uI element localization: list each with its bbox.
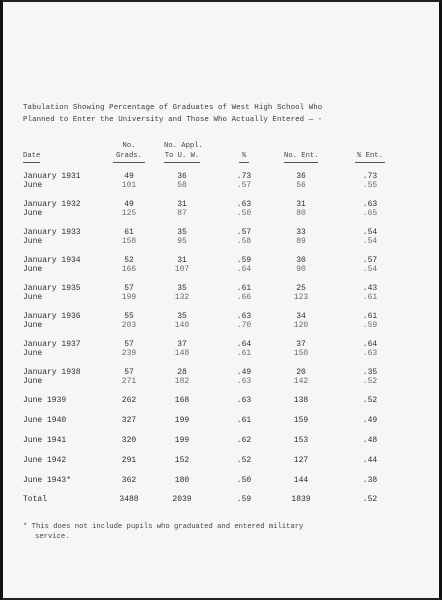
row-date: January 1934 — [23, 256, 81, 265]
row-ent: 20 — [296, 368, 306, 377]
header-pct: % — [239, 152, 249, 163]
row-date: June 1940 — [23, 416, 67, 425]
row-ent: 33 — [296, 228, 306, 237]
row-grads: 61 — [124, 228, 134, 237]
row-ent: 159 — [293, 416, 309, 425]
row-pct: .63 — [236, 312, 252, 321]
row-ent: 127 — [293, 456, 309, 465]
row-pct: .64 — [236, 265, 252, 274]
row-grads: 57 — [124, 284, 134, 293]
row-pct: .57 — [236, 228, 252, 237]
row-appl: 148 — [174, 349, 190, 358]
row-grads: 57 — [124, 368, 134, 377]
row-date: January 1936 — [23, 312, 81, 321]
row-grads: 362 — [121, 476, 137, 485]
row-pct-ent: .57 — [362, 256, 378, 265]
row-grads: 52 — [124, 256, 134, 265]
row-appl: 199 — [174, 436, 190, 445]
header-date: Date — [23, 152, 40, 163]
row-grads: 239 — [121, 349, 137, 358]
row-appl: 58 — [177, 181, 187, 190]
row-ent: 153 — [293, 436, 309, 445]
row-ent: 120 — [293, 321, 309, 330]
header-grads-line2: Grads. — [113, 152, 145, 163]
row-appl: 35 — [177, 228, 187, 237]
row-date: June — [23, 293, 43, 302]
row-date: June — [23, 321, 43, 330]
row-appl: 31 — [177, 256, 187, 265]
row-grads: 57 — [124, 340, 134, 349]
row-grads: 320 — [121, 436, 137, 445]
row-ent: 30 — [296, 256, 306, 265]
total-pct: .59 — [236, 495, 252, 504]
row-pct-ent: .61 — [362, 312, 378, 321]
row-grads: 49 — [124, 172, 134, 181]
row-ent: 37 — [296, 340, 306, 349]
row-ent: 142 — [293, 377, 309, 386]
row-pct-ent: .52 — [362, 377, 378, 386]
row-appl: 199 — [174, 416, 190, 425]
row-date: January 1937 — [23, 340, 81, 349]
row-appl: 37 — [177, 340, 187, 349]
row-appl: 35 — [177, 284, 187, 293]
row-appl: 28 — [177, 368, 187, 377]
row-ent: 80 — [296, 209, 306, 218]
row-pct-ent: .54 — [362, 265, 378, 274]
row-pct: .64 — [236, 340, 252, 349]
row-pct: .49 — [236, 368, 252, 377]
row-appl: 95 — [177, 237, 187, 246]
row-pct-ent: .49 — [362, 416, 378, 425]
footnote-line-2: service. — [35, 533, 70, 541]
total-ent: 1839 — [291, 495, 311, 504]
row-date: June — [23, 377, 43, 386]
row-pct-ent: .59 — [362, 321, 378, 330]
row-grads: 271 — [121, 377, 137, 386]
row-grads: 262 — [121, 396, 137, 405]
row-ent: 138 — [293, 396, 309, 405]
row-date: January 1938 — [23, 368, 81, 377]
row-appl: 107 — [174, 265, 190, 274]
row-appl: 168 — [174, 396, 190, 405]
row-pct: .70 — [236, 321, 252, 330]
row-appl: 182 — [174, 377, 190, 386]
row-ent: 144 — [293, 476, 309, 485]
row-pct-ent: .55 — [362, 181, 378, 190]
row-pct: .61 — [236, 284, 252, 293]
row-date: June — [23, 181, 43, 190]
row-ent: 89 — [296, 237, 306, 246]
row-pct: .59 — [236, 256, 252, 265]
document-title — [23, 102, 433, 126]
header-appl-line2: To U. W. — [164, 152, 200, 163]
row-pct-ent: .52 — [362, 396, 378, 405]
row-pct: .63 — [236, 396, 252, 405]
row-ent: 34 — [296, 312, 306, 321]
row-ent: 56 — [296, 181, 306, 190]
header-pct-ent: % Ent. — [355, 152, 385, 163]
row-date: June — [23, 209, 43, 218]
row-ent: 123 — [293, 293, 309, 302]
row-pct: .63 — [236, 200, 252, 209]
row-pct-ent: .48 — [362, 436, 378, 445]
row-grads: 158 — [121, 237, 137, 246]
row-pct: .61 — [236, 349, 252, 358]
row-grads: 327 — [121, 416, 137, 425]
row-pct: .50 — [236, 209, 252, 218]
row-pct-ent: .35 — [362, 368, 378, 377]
total-label: Total — [23, 495, 48, 504]
total-pct-ent: .52 — [362, 495, 378, 504]
row-appl: 31 — [177, 200, 187, 209]
header-grads-line1: No. — [122, 142, 136, 150]
row-pct: .73 — [236, 172, 252, 181]
row-date: June — [23, 349, 43, 358]
row-pct: .58 — [236, 237, 252, 246]
header-appl-line1: No. Appl. — [164, 142, 203, 150]
row-pct-ent: .63 — [362, 200, 378, 209]
row-date: January 1931 — [23, 172, 81, 181]
row-appl: 132 — [174, 293, 190, 302]
row-date: June 1941 — [23, 436, 67, 445]
header-ent: No. Ent. — [284, 152, 318, 163]
row-pct-ent: .38 — [362, 476, 378, 485]
row-ent: 36 — [296, 172, 306, 181]
row-ent: 31 — [296, 200, 306, 209]
row-date: January 1932 — [23, 200, 81, 209]
total-appl: 2039 — [172, 495, 192, 504]
row-grads: 203 — [121, 321, 137, 330]
row-date: June 1942 — [23, 456, 67, 465]
row-grads: 166 — [121, 265, 137, 274]
row-pct: .62 — [236, 436, 252, 445]
row-pct: .66 — [236, 293, 252, 302]
row-appl: 180 — [174, 476, 190, 485]
title-line-1: Tabulation Showing Percentage of Graduates of West High School Who — [23, 104, 323, 112]
footnote-line-1: * This does not include pupils who graduated and entered military — [23, 523, 304, 531]
row-pct-ent: .54 — [362, 237, 378, 246]
row-ent: 25 — [296, 284, 306, 293]
row-pct: .50 — [236, 476, 252, 485]
row-ent: 150 — [293, 349, 309, 358]
row-grads: 55 — [124, 312, 134, 321]
row-appl: 36 — [177, 172, 187, 181]
row-pct: .61 — [236, 416, 252, 425]
row-pct-ent: .61 — [362, 293, 378, 302]
row-pct-ent: .73 — [362, 172, 378, 181]
row-grads: 199 — [121, 293, 137, 302]
row-date: June 1939 — [23, 396, 67, 405]
row-date: June — [23, 265, 43, 274]
row-grads: 291 — [121, 456, 137, 465]
row-grads: 125 — [121, 209, 137, 218]
row-date: January 1935 — [23, 284, 81, 293]
footnote — [23, 522, 423, 542]
row-appl: 87 — [177, 209, 187, 218]
row-appl: 140 — [174, 321, 190, 330]
row-pct: .57 — [236, 181, 252, 190]
row-pct: .63 — [236, 377, 252, 386]
row-pct-ent: .65 — [362, 209, 378, 218]
total-grads: 3488 — [119, 495, 139, 504]
row-appl: 35 — [177, 312, 187, 321]
row-pct-ent: .64 — [362, 340, 378, 349]
row-appl: 152 — [174, 456, 190, 465]
row-pct-ent: .54 — [362, 228, 378, 237]
row-date: January 1933 — [23, 228, 81, 237]
row-pct-ent: .44 — [362, 456, 378, 465]
row-pct-ent: .43 — [362, 284, 378, 293]
row-pct-ent: .63 — [362, 349, 378, 358]
row-grads: 49 — [124, 200, 134, 209]
row-date: June 1943* — [23, 476, 72, 485]
title-line-2: Planned to Enter the University and Those Who Actually Entered — - — [23, 116, 323, 124]
row-grads: 101 — [121, 181, 137, 190]
row-date: June — [23, 237, 43, 246]
row-ent: 90 — [296, 265, 306, 274]
row-pct: .52 — [236, 456, 252, 465]
